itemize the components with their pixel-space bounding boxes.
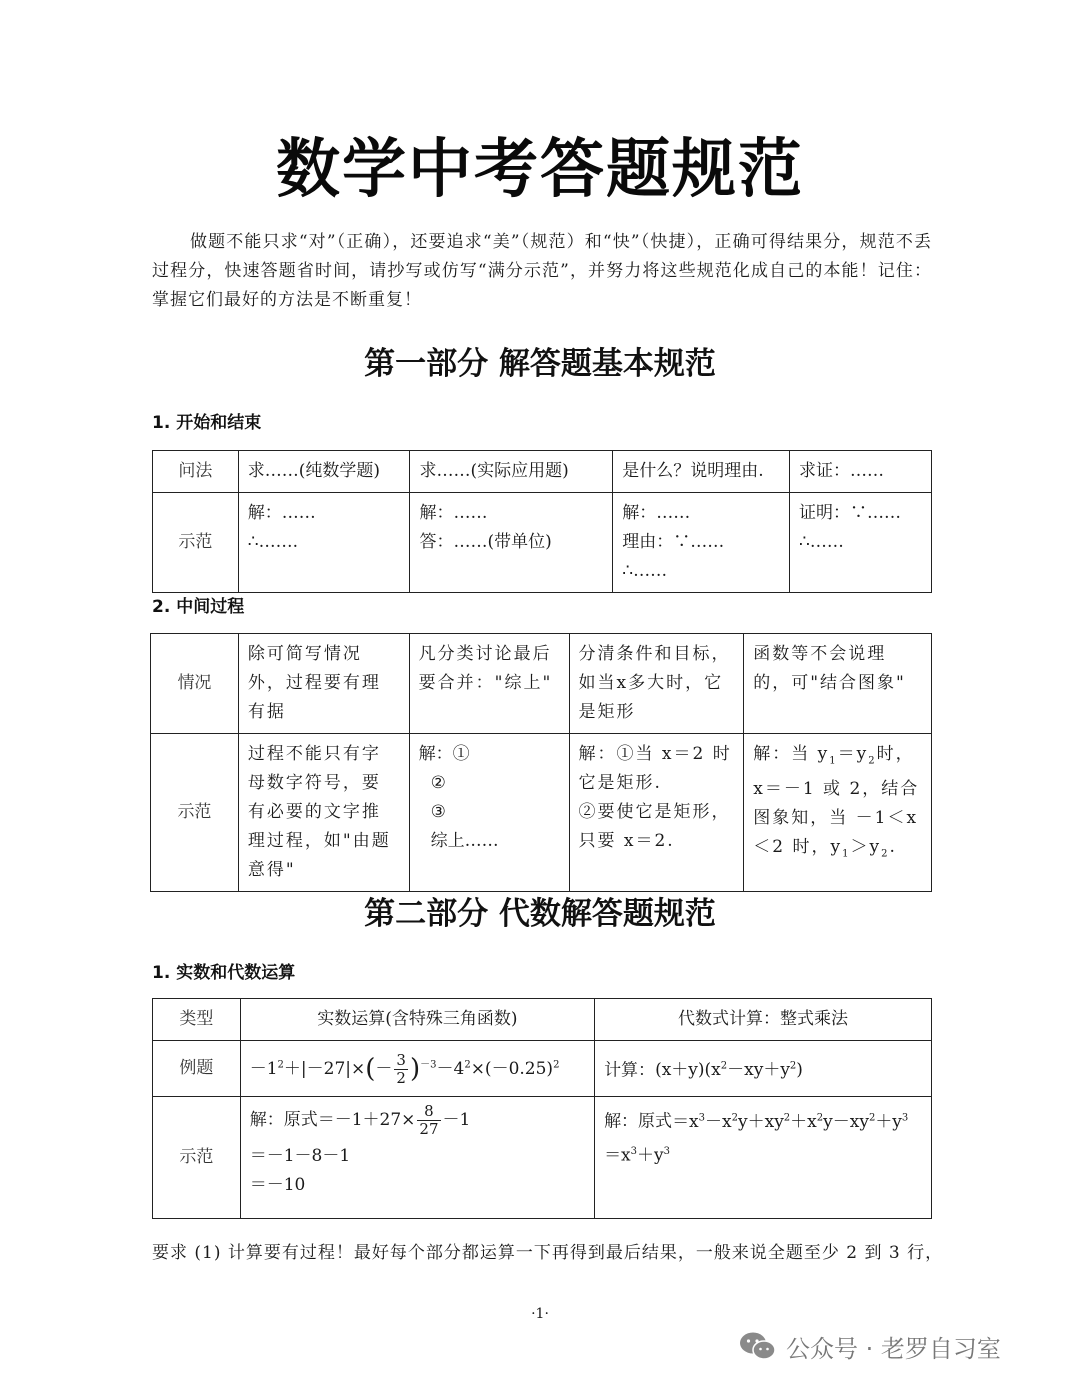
table-cell: 实数运算(含特殊三角函数) <box>240 999 594 1041</box>
part1-sec2-title: 2. 中间过程 <box>152 597 245 617</box>
table-row <box>153 493 932 593</box>
table-cell: 求……(实际应用题) <box>410 451 613 493</box>
table-cell: 分清条件和目标，如当x多大时，它是矩形 <box>569 634 744 734</box>
table-cell: 示范 <box>153 493 239 593</box>
table-row <box>153 1097 932 1219</box>
table-cell: 解：…… ∴……. <box>238 493 410 593</box>
table-cell: 凡分类讨论最后要合并："综上" <box>409 634 569 734</box>
watermark-text: 公众号 · 老罗自习室 <box>786 1334 1001 1363</box>
table-cell: 示范 <box>153 1097 241 1219</box>
page-title: 数学中考答题规范 <box>276 133 804 207</box>
table-row <box>153 999 932 1041</box>
operation-table <box>152 998 932 1219</box>
watermark <box>738 1328 1001 1364</box>
start-end-table <box>152 450 932 593</box>
part2-title: 第二部分 代数解答题规范 <box>364 896 716 932</box>
table-cell: 解：①当 x＝2 时它是矩形. ②要使它是矩形，只要 x＝2. <box>569 734 744 892</box>
table-cell: 问法 <box>153 451 239 493</box>
table-cell: 是什么？说明理由. <box>613 451 790 493</box>
table-cell: 解：① ② ③ 综上…… <box>409 734 569 892</box>
table-cell: 解：…… 答：……(带单位) <box>410 493 613 593</box>
table-cell: 求证：…… <box>790 451 932 493</box>
part2-sec1-title: 1. 实数和代数运算 <box>152 963 296 983</box>
table-row <box>151 634 932 734</box>
table-cell: 例题 <box>153 1041 241 1097</box>
table-cell: 情况 <box>151 634 239 734</box>
process-table <box>150 633 932 892</box>
table-cell: 计算：$(x+y)(x^2-xy+y^2)$ <box>595 1041 932 1097</box>
table-cell: 解：原式＝－1＋27× $\frac{8}{27}$ －1 ＝－1－8－1 ＝－10 <box>240 1097 594 1219</box>
part1-title: 第一部分 解答题基本规范 <box>364 346 716 382</box>
table-cell: 求……(纯数学题) <box>238 451 410 493</box>
table-cell: 过程不能只有字母数字符号，要有必要的文字推理过程，如"由题意得" <box>238 734 409 892</box>
table-cell: 解：…… 理由：∵…… ∴…… <box>613 493 790 593</box>
table-row <box>153 451 932 493</box>
table-cell: 函数等不会说理的，可"结合图象" <box>744 634 932 734</box>
table-cell: 代数式计算：整式乘法 <box>595 999 932 1041</box>
table-cell: 解：当 $y_1=y_2$时，x＝－1 或 2，结合图象知，当 －1＜x＜2 时，$y_1>y_2$. <box>744 734 932 892</box>
table-cell: 除可简写情况外，过程要有理有据 <box>238 634 409 734</box>
table-cell: 解：原式$=x^3-x^2y+xy^2+x^2y-xy^2+y^3$ $=x^3+y^3$ <box>595 1097 932 1219</box>
requirement-text: 要求 (1) 计算要有过程！最好每个部分都运算一下再得到最后结果，一般来说全题至少 2 到 3 行， <box>152 1243 944 1263</box>
intro-paragraph: 做题不能只求“对”（正确），还要追求“美”（规范）和“快”（快捷），正确可得结果分，规范不丢过程分，快速答题省时间，请抄写或仿写“满分示范”，并努力将这些规范化成自己的本能！记住：掌握它们最好的方法是不断重复！ <box>152 232 932 310</box>
table-cell: 示范 <box>151 734 239 892</box>
part1-sec1-title: 1. 开始和结束 <box>152 413 262 433</box>
table-row <box>151 734 932 892</box>
table-cell: 类型 <box>153 999 241 1041</box>
math-expression: $-1^2+|-27|\times(-$ $\frac{3}{2}$ )$^{-3}-4^2\times(-0.25)^2$ <box>249 1050 560 1087</box>
wechat-icon <box>738 1330 778 1362</box>
table-row <box>153 1041 932 1097</box>
table-cell: 证明：∵…… ∴…… <box>790 493 932 593</box>
table-cell <box>240 1041 594 1097</box>
page-number: ·1· <box>531 1306 549 1322</box>
